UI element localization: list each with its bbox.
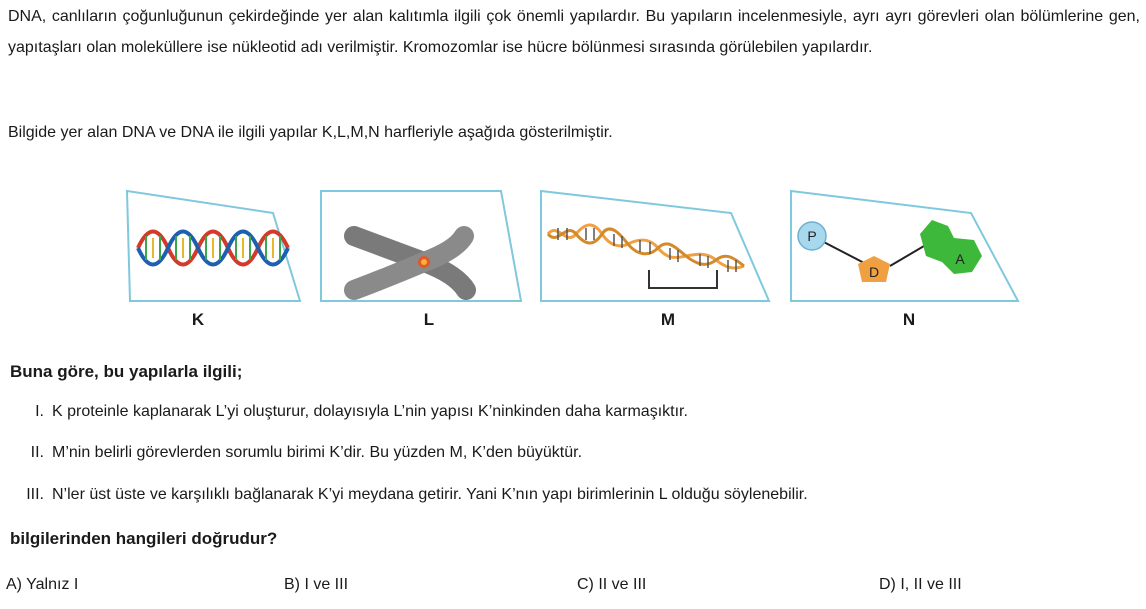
dna-strand-icon: [548, 225, 744, 288]
question-footer: bilgilerinden hangileri doğrudur?: [10, 529, 278, 548]
figure-l-label: L: [423, 310, 435, 329]
statement-3: [10, 486, 808, 504]
base-label: A: [955, 251, 965, 267]
statement-text: N’ler üst üste ve karşılıklı bağlanarak K’yi meydana getirir. Yani K’nın yapı birimlerinin L olduğu söylenebilir.: [52, 486, 808, 503]
statement-text: K proteinle kaplanarak L’yi oluşturur, dolayısıyla L’nin yapısı K’ninkinden daha karmaşıktır.: [52, 403, 688, 420]
option-d[interactable]: D) I, II ve III: [879, 576, 962, 593]
statement-number: III.: [26, 486, 44, 503]
figure-k-label: K: [191, 310, 205, 329]
statement-number: I.: [35, 403, 44, 420]
figure-m: [536, 186, 776, 306]
intro-paragraph: DNA, canlıların çoğunluğunun çekirdeğinde yer alan kalıtımla ilgili çok önemli yapılardır. Bu yapıların incelenmesiyle, ayrı ayrı görevleri olan bölümlerine gen, yapıtaşları olan moleküllere ise nükleotid adı verilmiştir. Kromozomlar ise hücre bölünmesi sırasında görülebilen yapılardır.: [8, 8, 1140, 56]
statement-1: [10, 403, 688, 421]
option-c[interactable]: C) II ve III: [577, 576, 647, 593]
statement-number: II.: [30, 444, 44, 461]
option-b[interactable]: B) I ve III: [284, 576, 349, 593]
statement-2: [10, 444, 582, 462]
intro-paragraph-2: Bilgide yer alan DNA ve DNA ile ilgili yapılar K,L,M,N harfleriyle aşağıda gösterilmiştir.: [8, 124, 613, 141]
phosphate-label: P: [807, 228, 817, 244]
base-icon: [920, 220, 982, 274]
figure-n-label: N: [902, 310, 916, 329]
question-heading: Buna göre, bu yapılarla ilgili;: [10, 362, 243, 381]
dna-helix-icon: [138, 232, 288, 265]
figure-n: [786, 186, 1026, 306]
figure-k: [120, 186, 310, 306]
figure-l: [316, 186, 526, 306]
figure-m-label: M: [660, 310, 676, 329]
statement-text: M’nin belirli görevlerden sorumlu birimi K’dir. Bu yüzden M, K’den büyüktür.: [52, 444, 583, 461]
option-a[interactable]: A) Yalnız I: [6, 576, 79, 593]
sugar-label: D: [868, 264, 880, 280]
chromosome-icon: [354, 236, 466, 290]
